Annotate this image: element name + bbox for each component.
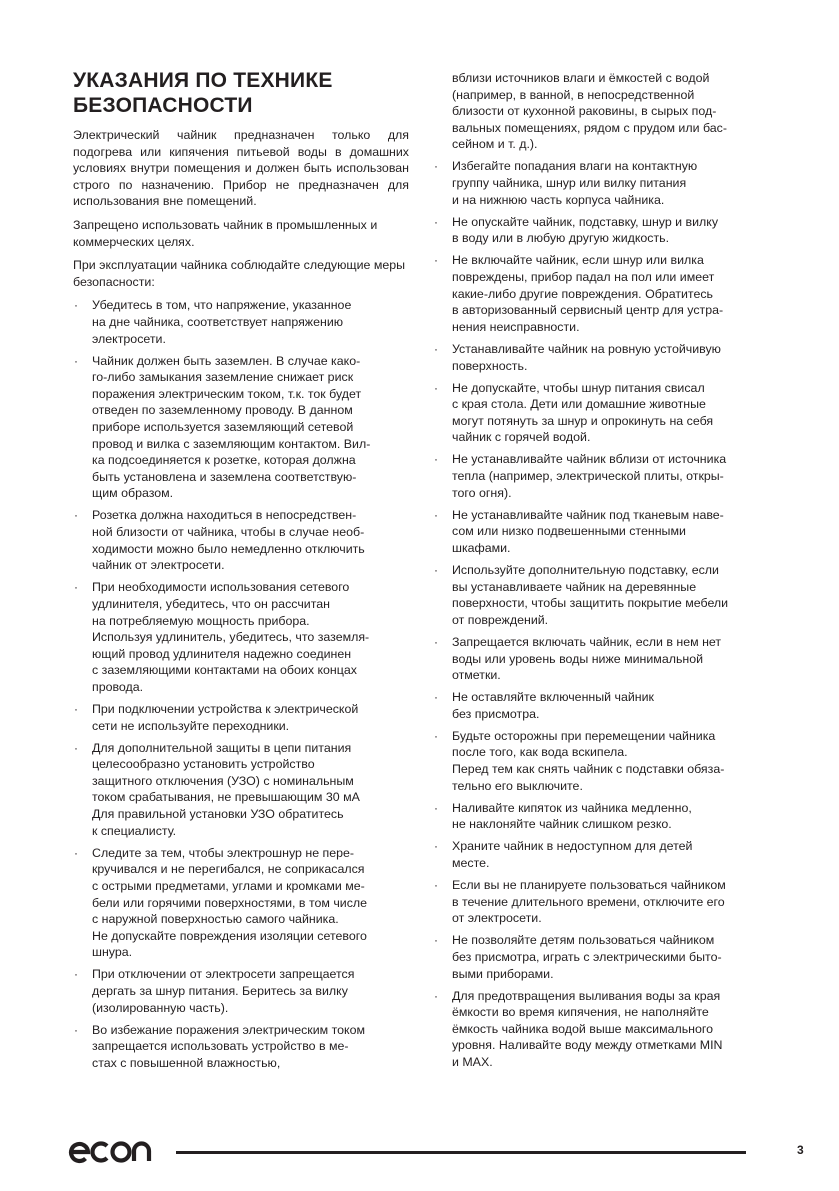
list-item: · Не включайте чайник, если шнур или вилка повреждены, прибор падал на пол или имеет какие-либо другие повреждения. Обратитесь в авторизованный сервисный центр для устра- нения неисправности. <box>434 253 724 334</box>
bullet-icon: · <box>434 800 438 815</box>
svg-text:econ: econ <box>68 1135 71 1136</box>
list-item: · Убедитесь в том, что напряжение, указанное на дне чайника, соответствует напряжению электросети. <box>74 298 352 346</box>
list-item: · Чайник должен быть заземлен. В случае како- го-либо замыкания заземление снижает риск поражения электрическим током, т.к. ток будет отведен по заземленному проводу. В данном приборе используется заземляющий сетевой провод и вилка с заземляющим контактом. Вил- ка подсоединяется к розетке, которая должна быть установлена и заземлена соответствую- щим образом. <box>74 353 371 501</box>
list-item: · Не опускайте чайник, подставку, шнур и вилку в воду или в любую другую жидкость. <box>434 214 719 246</box>
list-item: · Запрещается включать чайник, если в нем нет воды или уровень воды ниже минимальной отметки. <box>434 634 722 683</box>
bullet-icon: · <box>74 508 78 523</box>
footer-rule <box>176 1151 746 1154</box>
list-item: · Следите за тем, чтобы электрошнур не пере- кручивался и не перегибался, не соприкасался с острыми предметами, углами и кромками ме- бели или горячими поверхностями, в том числе с наружной поверхностью самого чайника. Не допускайте повреждения изоляции сетевого шнура. <box>74 845 368 960</box>
bullet-icon: · <box>434 634 438 649</box>
list-item: · Используйте дополнительную подставку, если вы устанавливаете чайник на деревянные поверхности, чтобы защитить покрытие мебели от повреждений. <box>434 563 729 627</box>
bullet-icon: · <box>74 1022 78 1037</box>
list-item: · Будьте осторожны при перемещении чайника после того, как вода вскипела. Перед тем как снять чайник с подставки обяза- тельно его выключите. <box>434 728 725 793</box>
bullet-icon: · <box>74 967 78 982</box>
list-item: · При отключении от электросети запрещается дергать за шнур питания. Беритесь за вилку (изолированную часть). <box>74 967 355 1015</box>
page-title: УКАЗАНИЯ ПО ТЕХНИКЕ БЕЗОПАСНОСТИ <box>73 69 333 117</box>
bullet-icon: · <box>434 690 438 705</box>
bullet-icon: · <box>74 298 78 313</box>
econ-logo <box>68 1135 158 1167</box>
bullet-icon: · <box>434 988 438 1003</box>
intro-paragraph: Запрещено использовать чайник в промышленных и коммерческих целях. <box>73 217 378 249</box>
list-item: · Наливайте кипяток из чайника медленно, не наклоняйте чайник слишком резко. <box>434 800 692 832</box>
list-item: · Розетка должна находиться в непосредствен- ной близости от чайника, чтобы в случае необ- ходимости можно было немедленно отключить чайник от электросети. <box>74 508 365 573</box>
left-column <box>73 68 409 1077</box>
bullet-icon: · <box>434 159 438 174</box>
list-item: · Для дополнительной защиты в цепи питания целесообразно установить устройство защитного отключения (УЗО) с номинальным током срабатывания, не превышающим 30 мА Для правильной установки УЗО обратитесь к специалисту. <box>74 740 360 838</box>
page-number: 3 <box>797 1143 804 1157</box>
list-item: · Не оставляйте включенный чайник без присмотра. <box>434 690 654 721</box>
safety-list-left <box>73 297 409 1071</box>
bullet-icon: · <box>434 341 438 356</box>
safety-list-right <box>433 70 769 1071</box>
right-column <box>433 70 769 1076</box>
bullet-icon: · <box>74 740 78 755</box>
list-item: · Для предотвращения выливания воды за края ёмкости во время кипячения, не наполняйте ёмкость чайника водой выше максимального уровня. Наливайте воду между отметками MIN и MAX. <box>434 988 723 1070</box>
intro-paragraph: Электрический чайник предназначен только для подогрева или кипячения питьевой воды в домашних условиях внутри помещения и должен быть использован строго по назначению. Прибор не предназначен для использования вне помещений. <box>73 128 409 209</box>
bullet-icon: · <box>434 878 438 893</box>
bullet-icon: · <box>434 507 438 522</box>
list-item: · Устанавливайте чайник на ровную устойчивую поверхность. <box>434 341 721 373</box>
list-item: · Избегайте попадания влаги на контактную группу чайника, шнур или вилку питания и на нижнюю часть корпуса чайника. <box>434 159 698 207</box>
list-item: · При подключении устройства к электрической сети не используйте переходники. <box>74 702 359 733</box>
bullet-icon: · <box>434 452 438 467</box>
bullet-icon: · <box>434 563 438 578</box>
list-item: · Не позволяйте детям пользоваться чайником без присмотра, играть с электрическими быто- выми приборами. <box>434 933 722 981</box>
bullet-icon: · <box>434 253 438 268</box>
list-item: · Не устанавливайте чайник вблизи от источника тепла (например, электрической плиты, откры- того огня). <box>434 452 727 500</box>
bullet-icon: · <box>74 353 78 368</box>
bullet-icon: · <box>74 702 78 716</box>
bullet-icon: · <box>434 214 438 229</box>
bullet-icon: · <box>434 839 438 854</box>
list-item-continuation: вблизи источников влаги и ёмкостей с водой (например, в ванной, в непосредственной близости от кухонной раковины, в сырых под- вальных помещениях, рядом с прудом или бас- сейном и т. д.). <box>452 71 727 152</box>
bullet-icon: · <box>74 580 78 595</box>
bullet-icon: · <box>434 728 438 743</box>
list-item: · При необходимости использования сетевого удлинителя, убедитесь, что он рассчитан на потребляемую мощность прибора. Используя удлинитель, убедитесь, что заземля- ющий провод удлинителя надежно соединен с заземляющими контактами на обоих концах провода. <box>74 580 370 694</box>
list-item: · Не устанавливайте чайник под тканевым наве- сом или низко подвешенными стенными шкафами. <box>434 507 724 555</box>
list-item: · Во избежание поражения электрическим током запрещается использовать устройство в ме- стах с повышенной влажностью, <box>74 1022 365 1070</box>
list-item: · Если вы не планируете пользоваться чайником в течение длительного времени, отключите его от электросети. <box>434 878 726 926</box>
list-item: · Храните чайник в недоступном для детей месте. <box>434 839 693 871</box>
bullet-icon: · <box>434 933 438 948</box>
list-item: · Не допускайте, чтобы шнур питания свисал с края стола. Дети или домашние животные могут потянуть за шнур и опрокинуть на себя чайник с горячей водой. <box>434 380 714 445</box>
bullet-icon: · <box>74 845 78 860</box>
bullet-icon: · <box>434 380 438 395</box>
intro-paragraph: При эксплуатации чайника соблюдайте следующие меры безопасности: <box>73 258 406 289</box>
